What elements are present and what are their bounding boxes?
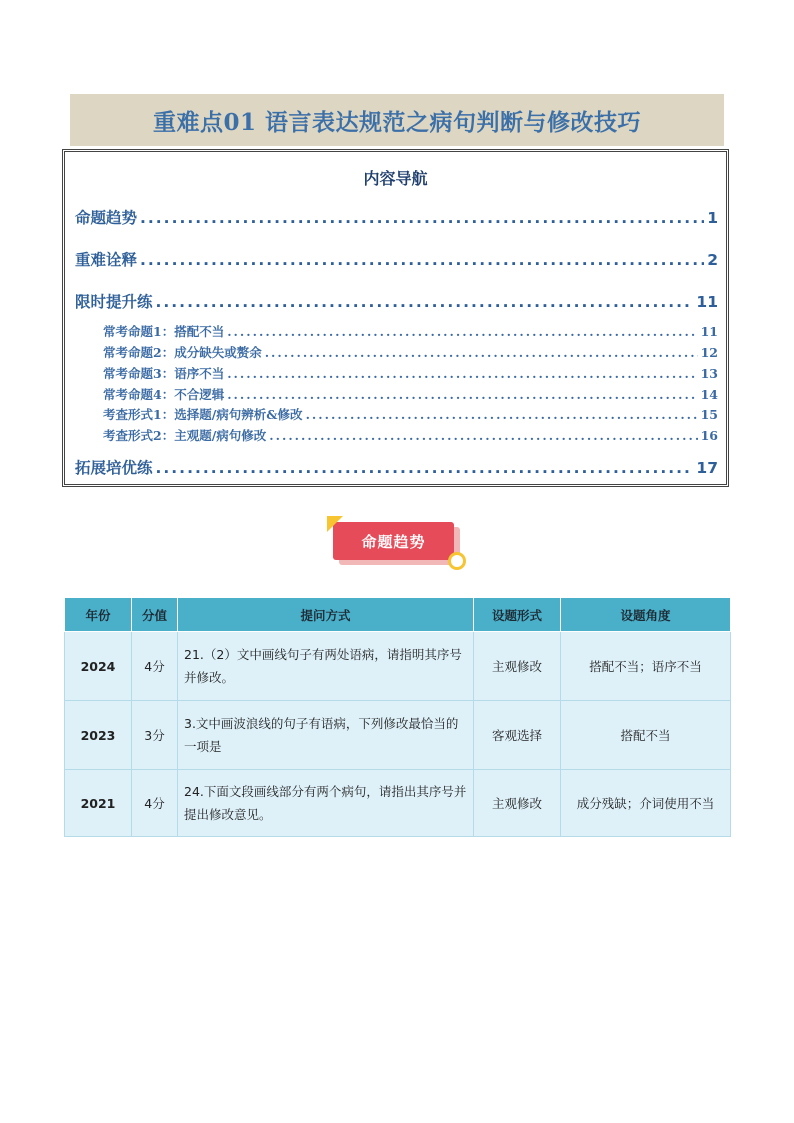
toc-leader — [227, 387, 697, 402]
toc-item-trend[interactable] — [75, 206, 718, 228]
toc-label: 重难诠释 — [75, 251, 138, 269]
toc-subitem[interactable] — [103, 322, 718, 340]
toc-page: 13 — [700, 366, 718, 381]
column-header: 设题形式 — [474, 598, 561, 632]
toc-leader — [227, 366, 697, 381]
toc-page: 2 — [707, 251, 718, 269]
toc-item-extension[interactable] — [75, 456, 718, 478]
toc-leader — [140, 251, 704, 269]
table-row — [65, 770, 731, 837]
score-cell: 4分 — [132, 632, 178, 701]
toc-item-practice[interactable] — [75, 290, 718, 312]
toc-leader — [140, 209, 704, 227]
form-cell: 主观修改 — [474, 770, 561, 837]
score-cell: 3分 — [132, 701, 178, 770]
toc-leader — [269, 428, 697, 443]
nav-heading: 内容导航 — [363, 169, 428, 188]
year-cell: 2024 — [65, 632, 132, 701]
toc-page: 15 — [700, 407, 718, 422]
toc-label: 拓展培优练 — [75, 459, 153, 477]
toc-item-explain[interactable] — [75, 248, 718, 270]
toc-leader — [156, 459, 694, 477]
toc-label: 考查形式1：选择题/病句辨析&修改 — [103, 407, 303, 422]
toc-page: 11 — [700, 324, 718, 339]
question-cell: 3.文中画波浪线的句子有语病，下列修改最恰当的一项是 — [178, 701, 474, 770]
trend-table — [64, 597, 731, 837]
toc-subitem[interactable] — [103, 426, 718, 444]
toc-label: 命题趋势 — [75, 209, 138, 227]
toc-page: 14 — [700, 387, 718, 402]
toc-page: 11 — [696, 293, 718, 311]
question-cell: 21.（2）文中画线句子有两处语病，请指明其序号并修改。 — [178, 632, 474, 701]
toc-page: 17 — [696, 459, 718, 477]
toc-subitem[interactable] — [103, 405, 718, 423]
title-banner — [70, 94, 724, 146]
toc-page: 12 — [700, 345, 718, 360]
form-cell: 客观选择 — [474, 701, 561, 770]
ring-icon — [448, 552, 466, 570]
toc-label: 常考命题3：语序不当 — [103, 366, 225, 381]
toc-leader — [306, 407, 698, 422]
angle-cell: 搭配不当；语序不当 — [561, 632, 731, 701]
toc-page: 1 — [707, 209, 718, 227]
angle-cell: 成分残缺；介词使用不当 — [561, 770, 731, 837]
toc-label: 常考命题2：成分缺失或赘余 — [103, 345, 262, 360]
score-cell: 4分 — [132, 770, 178, 837]
question-cell: 24.下面文段画线部分有两个病句，请指出其序号并提出修改意见。 — [178, 770, 474, 837]
toc-leader — [227, 324, 697, 339]
column-header: 提问方式 — [178, 598, 474, 632]
toc-leader — [265, 345, 698, 360]
flag-icon — [327, 516, 343, 532]
column-header: 设题角度 — [561, 598, 731, 632]
toc-label: 常考命题4：不合逻辑 — [103, 387, 225, 402]
page-title: 重难点01 语言表达规范之病句判断与修改技巧 — [152, 108, 641, 136]
toc-subitem[interactable] — [103, 385, 718, 403]
toc-page: 16 — [700, 428, 718, 443]
toc-leader — [156, 293, 694, 311]
toc-subitem[interactable] — [103, 343, 718, 361]
column-header: 分值 — [132, 598, 178, 632]
badge-label-box — [333, 522, 454, 560]
table-header-row — [65, 598, 731, 632]
year-cell: 2023 — [65, 701, 132, 770]
angle-cell: 搭配不当 — [561, 701, 731, 770]
year-cell: 2021 — [65, 770, 132, 837]
content-navigation — [62, 149, 729, 487]
toc-label: 常考命题1：搭配不当 — [103, 324, 225, 339]
column-header: 年份 — [65, 598, 132, 632]
toc-label: 考查形式2：主观题/病句修改 — [103, 428, 267, 443]
toc-label: 限时提升练 — [75, 293, 153, 311]
badge-label: 命题趋势 — [361, 532, 426, 551]
section-badge — [333, 522, 458, 564]
table-row — [65, 701, 731, 770]
toc-subitem[interactable] — [103, 364, 718, 382]
table-row — [65, 632, 731, 701]
form-cell: 主观修改 — [474, 632, 561, 701]
